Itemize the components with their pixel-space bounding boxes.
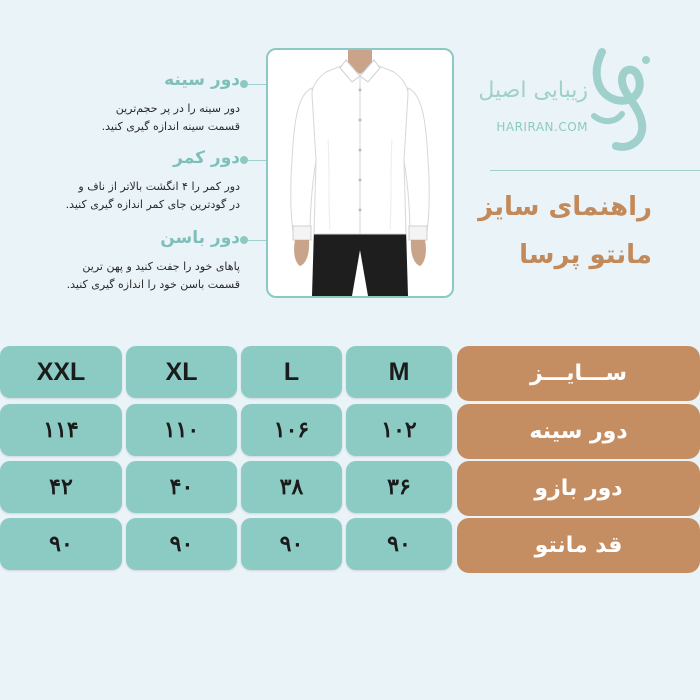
table-cell: ۹۰ bbox=[346, 518, 452, 570]
waist-pointer-dot bbox=[240, 156, 248, 164]
size-row-label: ســـایـــز bbox=[457, 346, 700, 401]
table-cell: ۱۱۴ bbox=[0, 404, 122, 456]
table-cell: ۹۰ bbox=[241, 518, 342, 570]
table-cell: ۴۰ bbox=[126, 461, 237, 513]
table-cell: ۳۶ bbox=[346, 461, 452, 513]
size-header-l: L bbox=[241, 346, 342, 398]
hip-pointer-line bbox=[248, 240, 268, 241]
hip-description: پاهای خود را جفت کنید و پهن ترین قسمت باسن خود را اندازه گیری کنید. bbox=[66, 260, 240, 291]
hip-title: دور باسن bbox=[160, 228, 240, 248]
shirt-illustration bbox=[268, 50, 452, 296]
table-cell: ۹۰ bbox=[126, 518, 237, 570]
size-guide-heading-line2: مانتو پرسا bbox=[519, 240, 652, 270]
table-row-label-arm: دور بازو bbox=[457, 461, 700, 516]
chest-pointer-line bbox=[248, 84, 268, 85]
size-header-m: M bbox=[346, 346, 452, 398]
table-row-label-chest: دور سینه bbox=[457, 404, 700, 459]
waist-pointer-line bbox=[248, 160, 268, 161]
table-cell: ۴۲ bbox=[0, 461, 122, 513]
waist-description: دور کمر را ۴ انگشت بالاتر از ناف و در گودترین جای کمر اندازه گیری کنید. bbox=[65, 180, 240, 211]
product-photo-frame bbox=[266, 48, 454, 298]
waist-title: دور کمر bbox=[173, 148, 240, 168]
chest-description: دور سینه را در پر حجم‌ترین قسمت سینه اندازه گیری کنید. bbox=[101, 102, 240, 133]
chest-pointer-dot bbox=[240, 80, 248, 88]
size-header-xl: XL bbox=[126, 346, 237, 398]
brand-url: HARIRAN.COM bbox=[496, 120, 588, 134]
brand-tagline: زیبایی اصیل bbox=[478, 78, 588, 103]
size-header-xxl: XXL bbox=[0, 346, 122, 398]
brand-divider bbox=[490, 170, 700, 171]
brand-logo-icon bbox=[586, 46, 656, 158]
table-cell: ۳۸ bbox=[241, 461, 342, 513]
size-guide-heading-line1: راهنمای سایز bbox=[478, 192, 652, 222]
hip-pointer-dot bbox=[240, 236, 248, 244]
table-cell: ۹۰ bbox=[0, 518, 122, 570]
table-cell: ۱۱۰ bbox=[126, 404, 237, 456]
table-cell: ۱۰۲ bbox=[346, 404, 452, 456]
chest-title: دور سینه bbox=[164, 70, 240, 90]
table-cell: ۱۰۶ bbox=[241, 404, 342, 456]
table-row-label-length: قد مانتو bbox=[457, 518, 700, 573]
